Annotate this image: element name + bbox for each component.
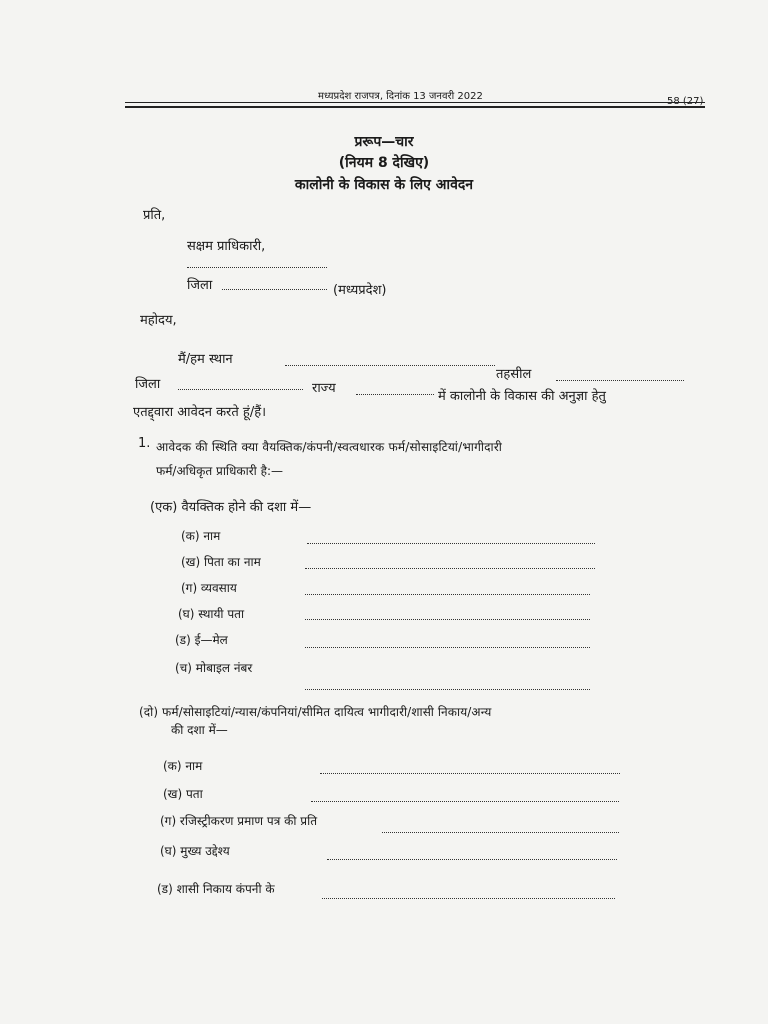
section-ek-heading: (एक) वैयक्तिक होने की दशा में— <box>150 500 312 515</box>
field-ek-name-label: (क) नाम <box>181 529 221 543</box>
authority-blank[interactable] <box>187 267 327 268</box>
form-title: प्ररूप—चार <box>354 134 414 150</box>
field-do-governing-body-label: (ड) शासी निकाय कंपनी के <box>157 882 275 896</box>
body-state-label: राज्य <box>312 381 336 396</box>
header-rule-top <box>125 102 705 103</box>
item-1-number: 1. <box>138 436 151 451</box>
header-rule-bottom <box>125 106 705 108</box>
field-ek-email-blank[interactable] <box>305 647 590 648</box>
item-1-line-2: फर्म/अधिकृत प्राधिकारी है:— <box>156 464 283 478</box>
tehsil-label: तहसील <box>496 367 532 382</box>
to-label: प्रति, <box>143 208 166 223</box>
field-ek-occupation-label: (ग) व्यवसाय <box>181 581 237 595</box>
body-line-1-start: मैं/हम स्थान <box>178 352 233 367</box>
field-ek-father-label: (ख) पिता का नाम <box>181 555 261 569</box>
field-ek-name-blank[interactable] <box>307 543 595 544</box>
gazette-header: मध्यप्रदेश राजपत्र, दिनांक 13 जनवरी 2022 <box>318 91 483 102</box>
field-do-objective-blank[interactable] <box>327 859 617 860</box>
section-do-heading-2: की दशा में— <box>171 723 228 737</box>
field-do-address-blank[interactable] <box>311 801 619 802</box>
field-do-registration-label: (ग) रजिस्ट्रीकरण प्रमाण पत्र की प्रति <box>160 814 318 828</box>
salutation: महोदय, <box>140 313 177 328</box>
field-do-name-blank[interactable] <box>320 773 620 774</box>
body-line-2-rest: में कालोनी के विकास की अनुज्ञा हेतु <box>438 389 606 404</box>
body-state-blank[interactable] <box>356 394 434 395</box>
field-ek-address-blank[interactable] <box>305 619 590 620</box>
body-line-3: एतद्द्वारा आवेदन करते हूं/हैं। <box>133 405 267 420</box>
section-do-heading-1: (दो) फर्म/सोसाइटियां/न्यास/कंपनियां/सीमित दायित्व भागीदारी/शासी निकाय/अन्य <box>139 705 492 719</box>
form-rule-ref: (नियम 8 देखिए) <box>338 155 430 171</box>
body-district-label: जिला <box>135 377 161 392</box>
field-ek-address-label: (घ) स्थायी पता <box>178 607 245 621</box>
field-ek-occupation-blank[interactable] <box>305 594 590 595</box>
field-do-name-label: (क) नाम <box>163 759 203 773</box>
place-blank[interactable] <box>285 365 495 366</box>
field-do-governing-body-blank[interactable] <box>322 898 615 899</box>
item-1-line-1: आवेदक की स्थिति क्या वैयक्तिक/कंपनी/स्वत्वधारक फर्म/सोसाइटियां/भागीदारी <box>156 440 503 454</box>
form-subject: कालोनी के विकास के लिए आवेदन <box>294 177 474 193</box>
body-district-blank[interactable] <box>178 389 303 390</box>
state-suffix: (मध्यप्रदेश) <box>333 283 387 298</box>
authority-label: सक्षम प्राधिकारी, <box>187 239 266 254</box>
tehsil-blank[interactable] <box>556 380 684 381</box>
field-do-objective-label: (घ) मुख्य उद्देश्य <box>160 844 230 858</box>
district-blank[interactable] <box>222 289 327 290</box>
district-label: जिला <box>187 278 213 293</box>
field-ek-father-blank[interactable] <box>305 568 595 569</box>
field-do-registration-blank[interactable] <box>382 832 619 833</box>
field-ek-mobile-label: (च) मोबाइल नंबर <box>175 661 253 675</box>
field-ek-email-label: (ड) ई—मेल <box>175 633 228 647</box>
field-ek-mobile-blank[interactable] <box>305 689 590 690</box>
field-do-address-label: (ख) पता <box>163 787 203 801</box>
